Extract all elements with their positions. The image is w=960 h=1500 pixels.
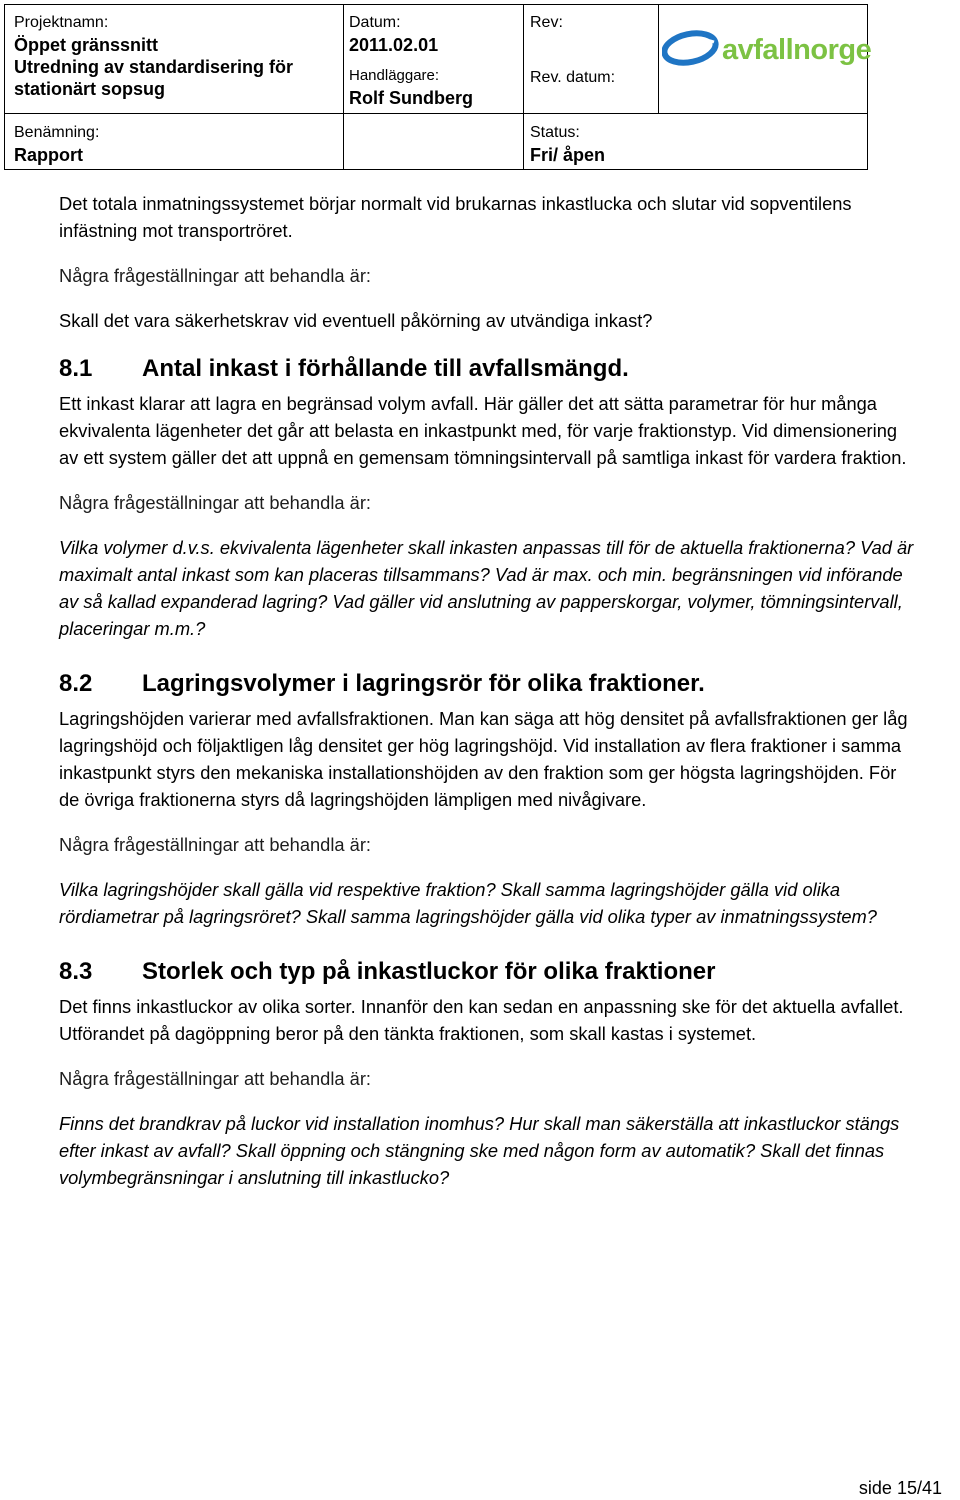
questions-label: Några frågeställningar att behandla är: [59, 265, 371, 286]
questions-label: Några frågeställningar att behandla är: [59, 492, 371, 513]
paragraph: Det totala inmatningssystemet börjar normalt vid brukarnas inkastlucka och slutar vid sopventilens infästning mot transportröret. [59, 193, 852, 241]
section-heading-8-1 [59, 352, 919, 386]
rev-label: Rev: [530, 14, 563, 31]
logo-wordmark: avfallnorge [722, 34, 872, 66]
benamning-value: Rapport [14, 145, 83, 165]
divider [523, 5, 524, 169]
date-value: 2011.02.01 [349, 35, 439, 55]
date-label: Datum: [349, 14, 401, 31]
page-number: side 15/41 [858, 1478, 942, 1498]
paragraph: Lagringshöjden varierar med avfallsfraktionen. Man kan säga att hög densitet på avfallsfraktionen ger låg lagringshöjd och följaktligen låg densitet ger hög lagringshöjd. Vid installation av flera fraktioner i samma inkastpunkt styrs den mekaniska installationshöjden av den fraktion som ger högsta lagringshöjden. För de övriga fraktionerna styrs då lagringshöjden lämpligen med nivågivare. [59, 708, 908, 810]
question-paragraph: Finns det brandkrav på luckor vid installation inomhus? Hur skall man säkerställa att inkastluckor stängs efter inkast av avfall? Skall öppning och stängning ske med någon form av automatik? Skall det finnas volymbegränsningar i anslutning till inkastlucko? [59, 1113, 900, 1188]
project-name-line1: Öppet gränssnitt [14, 35, 159, 55]
section-number: 8.2 [59, 670, 93, 697]
section-title: Antal inkast i förhållande till avfallsmängd. [142, 355, 629, 382]
question-paragraph: Vilka volymer d.v.s. ekvivalenta lägenheter skall inkasten anpassas till för de aktuella fraktionerna? Vad är maximalt antal inkast som kan placeras tillsammans? Vad är max. och min. begränsningen vid införande av så kallad expanderad lagring? Vad gäller vid anslutning av papperskorgar, volymer, tömningsintervall, placeringar m.m.? [59, 537, 914, 639]
handler-value: Rolf Sundberg [349, 88, 473, 108]
handler-label: Handläggare: [349, 67, 440, 84]
project-name-line3: stationärt sopsug [14, 79, 166, 99]
section-number: 8.1 [59, 355, 93, 382]
handler-cell [349, 65, 473, 109]
rev-date-cell [530, 67, 615, 89]
document-body [59, 190, 919, 1191]
project-name-line2: Utredning av standardisering för [14, 57, 294, 77]
benamning-label: Benämning: [14, 124, 100, 141]
project-name-label: Projektnamn: [14, 14, 109, 31]
paragraph: Ett inkast klarar att lagra en begränsad volym avfall. Här gäller det att sätta parametrar för hur många ekvivalenta lägenheter det går att belasta en inkastpunkt med, för varje fraktionstyp. Vid dimensionering av ett system gäller det att uppnå en gemensam tömningsintervall på samtliga inkast för vardera fraktion. [59, 393, 907, 468]
paragraph: Skall det vara säkerhetskrav vid eventuell påkörning av utvändiga inkast? [59, 310, 653, 331]
section-heading-8-3 [59, 955, 919, 989]
section-heading-8-2 [59, 667, 919, 701]
status-value: Fri/ åpen [530, 145, 606, 165]
rev-date-label: Rev. datum: [530, 69, 616, 86]
date-cell [349, 12, 438, 56]
section-number: 8.3 [59, 958, 93, 985]
divider [5, 113, 867, 114]
status-label: Status: [530, 124, 580, 141]
status-cell [530, 122, 605, 166]
title-cell [14, 122, 99, 166]
rev-cell [530, 12, 563, 34]
divider [343, 5, 344, 169]
paragraph: Det finns inkastluckor av olika sorter. Innanför den kan sedan en anpassning ske för det aktuella avfallet. Utförandet på dagöppning beror på den tänkta fraktionen, som skall kastas i systemet. [59, 996, 904, 1044]
question-paragraph: Vilka lagringshöjder skall gälla vid respektive fraktion? Skall samma lagringshöjder gälla vid olika rördiametrar på lagringsröret? Skall samma lagringshöjder gälla vid olika typer av inmatningssystem? [59, 879, 877, 927]
questions-label: Några frågeställningar att behandla är: [59, 834, 371, 855]
section-title: Lagringsvolymer i lagringsrör för olika fraktioner. [142, 670, 705, 697]
project-name-cell [14, 12, 293, 100]
section-title: Storlek och typ på inkastluckor för olika fraktioner [142, 958, 716, 985]
divider [658, 5, 659, 113]
questions-label: Några frågeställningar att behandla är: [59, 1068, 371, 1089]
